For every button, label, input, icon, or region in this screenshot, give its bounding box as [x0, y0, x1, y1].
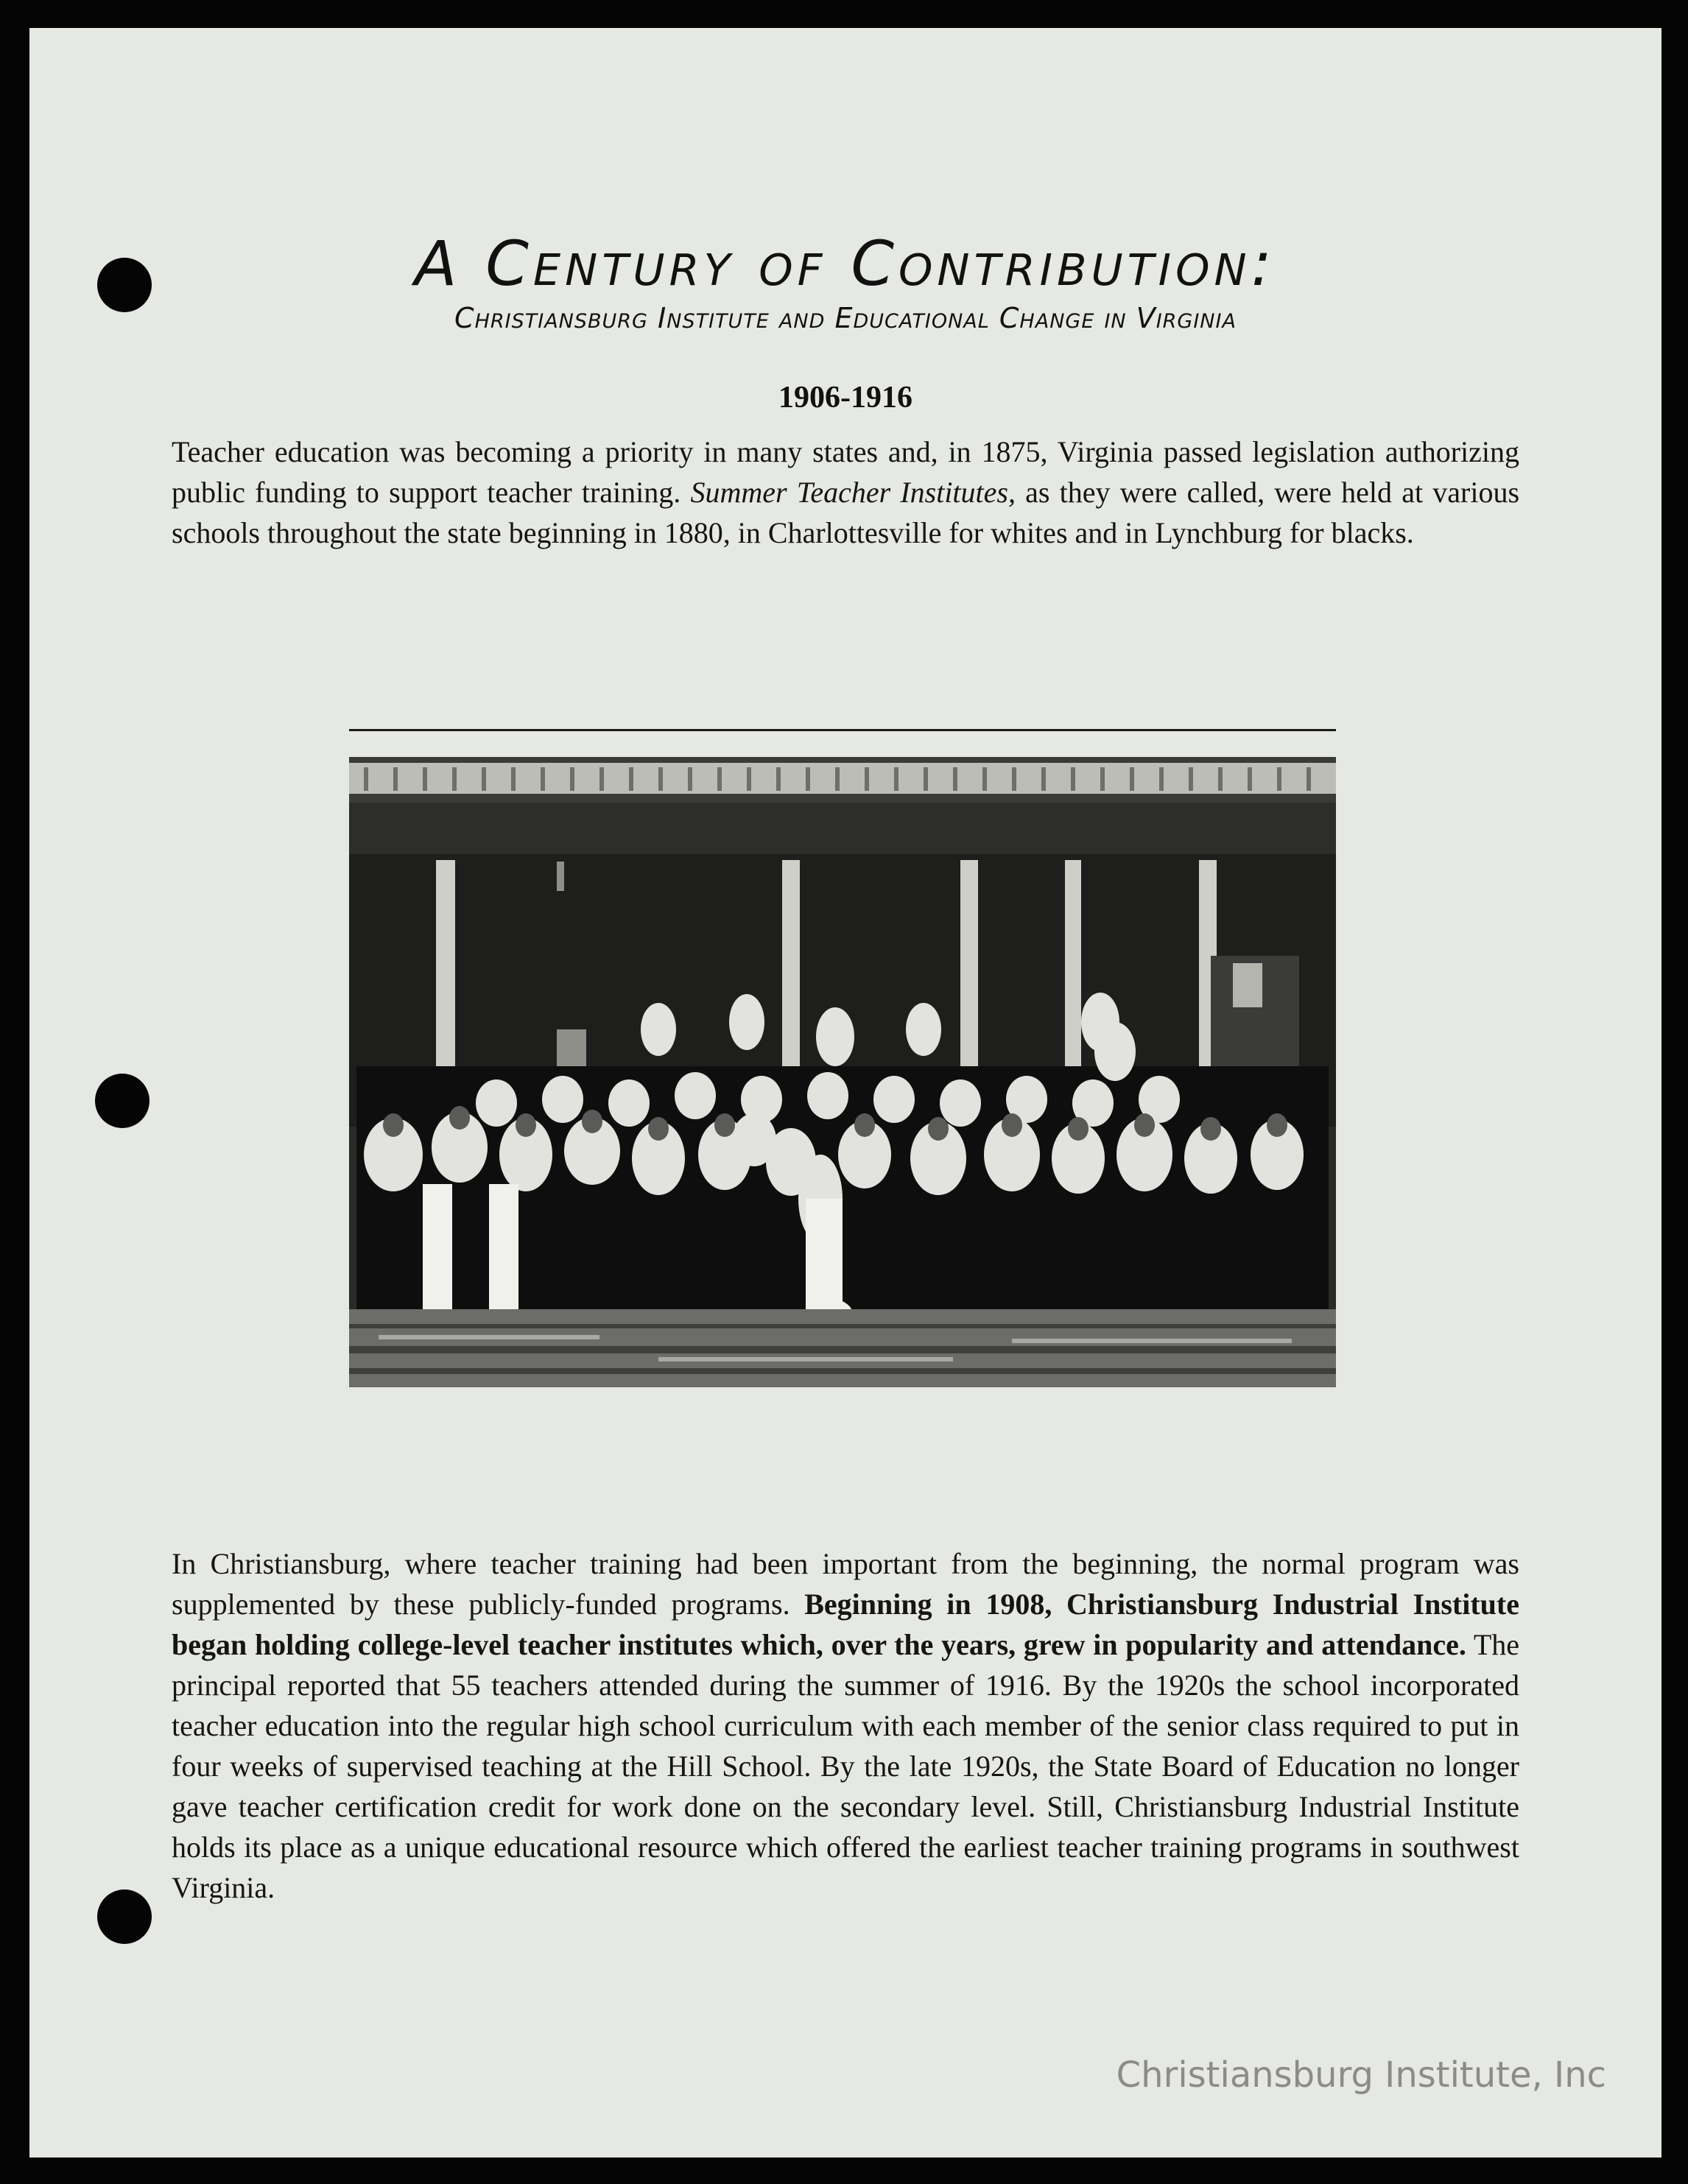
section-years: 1906-1916: [778, 381, 912, 415]
document-page: [29, 28, 1661, 2157]
body-bold-text: Beginning in 1908, Christiansburg Industrial Institute began holding college-level teacher institutes which, over the years, grew in popularity and attendance.: [172, 1588, 1519, 1661]
body-text-2: The principal reported that 55 teachers attended during the summer of 1916. By the 1920s the school incorporated teacher education into the regular high school curriculum with each member of the senior class required to put in four weeks of supervised teaching at the Hill School. By the late 1920s, the State Board of Education no longer gave teacher certification credit for work done on the secondary level. Still, Christiansburg Industrial Institute holds its place as a unique educational resource which offered the earliest teacher training programs in southwest Virginia.: [172, 1628, 1520, 1904]
binder-hole-middle: [95, 1074, 150, 1128]
body-paragraph: [172, 1543, 1519, 1908]
group-photo-image: [349, 757, 1336, 1387]
watermark-text: Christiansburg Institute, Inc: [1116, 2054, 1606, 2096]
intro-paragraph: [172, 431, 1519, 553]
body-text-1: In Christiansburg, where teacher training had been important from the beginning, the normal program was supplemented by these publicly-funded programs.: [172, 1547, 1519, 1621]
binder-hole-bottom: [97, 1889, 152, 1944]
page-title: A Century of Contribution:: [415, 228, 1276, 300]
intro-text-2: as they were called, were held at various schools throughout the state beginning in 1880, in Charlottesville for whites and in Lynchburg for blacks.: [172, 476, 1520, 549]
group-photograph: [349, 757, 1336, 1387]
intro-text-1: Teacher education was becoming a priority in many states and, in 1875, Virginia passed legislation authorizing public funding to support teacher training.: [172, 435, 1519, 509]
page-subtitle: Christiansburg Institute and Educational Change in Virginia: [454, 302, 1237, 334]
intro-italic-text: Summer Teacher Institutes,: [690, 476, 1016, 509]
photo-divider: [349, 729, 1336, 731]
